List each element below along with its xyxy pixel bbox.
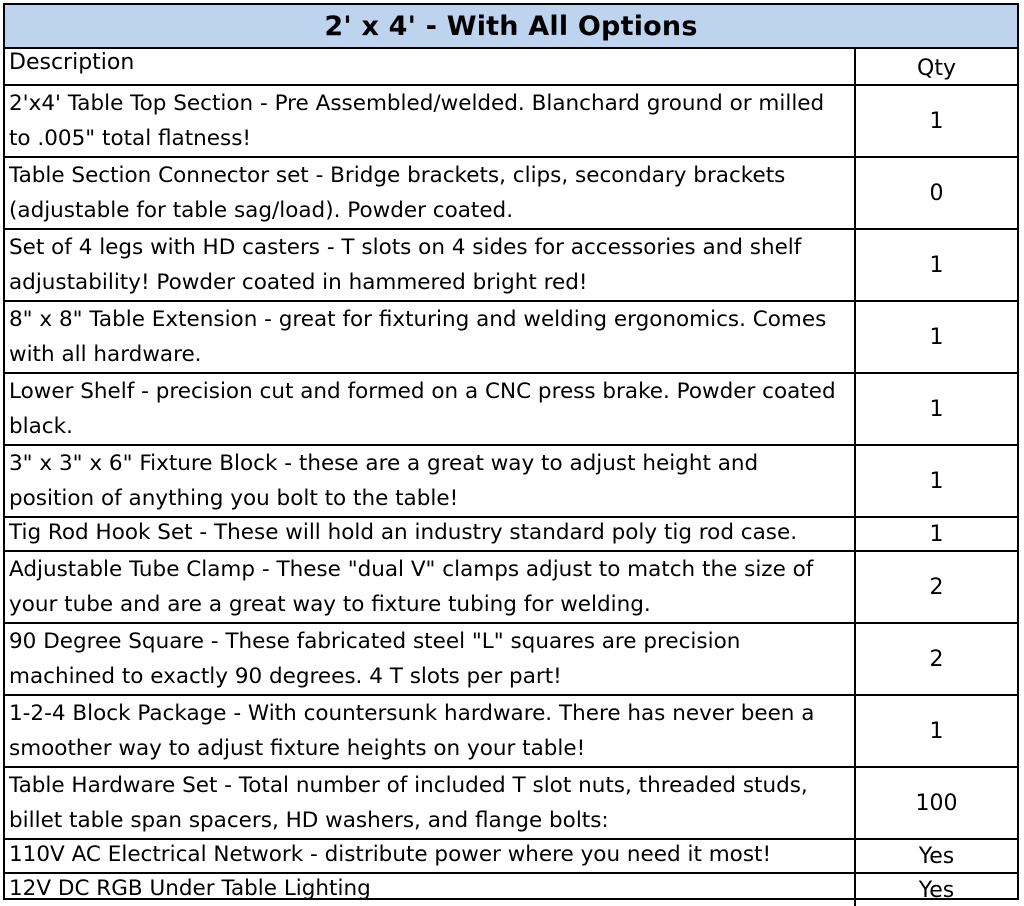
table-row [5, 873, 1017, 906]
table-title: 2' x 4' - With All Options [5, 5, 1017, 48]
table-row [5, 767, 1017, 839]
row-description: 1-2-4 Block Package - With countersunk hardware. There has never been a smoother way to adjust fixture heights on your table! [5, 695, 855, 767]
row-qty: 1 [855, 301, 1017, 373]
row-description: 12V DC RGB Under Table Lighting [5, 873, 855, 906]
row-qty: 0 [855, 157, 1017, 229]
row-description: Set of 4 legs with HD casters - T slots on 4 sides for accessories and shelf adjustability! Powder coated in hammered bright red! [5, 229, 855, 301]
table-row [5, 373, 1017, 445]
row-qty: 100 [855, 767, 1017, 839]
row-qty: 2 [855, 551, 1017, 623]
row-description: Lower Shelf - precision cut and formed on a CNC press brake. Powder coated black. [5, 373, 855, 445]
row-description: 8" x 8" Table Extension - great for fixturing and welding ergonomics. Comes with all hardware. [5, 301, 855, 373]
row-qty: Yes [855, 839, 1017, 873]
title-row [5, 5, 1017, 48]
options-sheet [3, 3, 1019, 903]
row-description: 3" x 3" x 6" Fixture Block - these are a great way to adjust height and position of anything you bolt to the table! [5, 445, 855, 517]
row-qty: Yes [855, 873, 1017, 906]
table-row [5, 623, 1017, 695]
row-description: Table Section Connector set - Bridge brackets, clips, secondary brackets (adjustable for table sag/load). Powder coated. [5, 157, 855, 229]
header-qty: Qty [855, 48, 1017, 85]
table-row [5, 229, 1017, 301]
row-description: 90 Degree Square - These fabricated steel "L" squares are precision machined to exactly 90 degrees. 4 T slots per part! [5, 623, 855, 695]
row-qty: 1 [855, 229, 1017, 301]
header-description: Description [5, 48, 855, 85]
header-row [5, 48, 1017, 85]
table-row [5, 551, 1017, 623]
row-qty: 1 [855, 445, 1017, 517]
table-row [5, 839, 1017, 873]
table-row [5, 445, 1017, 517]
table-row [5, 695, 1017, 767]
row-qty: 1 [855, 517, 1017, 551]
table-row [5, 301, 1017, 373]
row-qty: 1 [855, 695, 1017, 767]
row-description: 2'x4' Table Top Section - Pre Assembled/welded. Blanchard ground or milled to .005" total flatness! [5, 85, 855, 157]
row-qty: 1 [855, 373, 1017, 445]
options-table [5, 5, 1017, 906]
row-qty: 1 [855, 85, 1017, 157]
row-description: Table Hardware Set - Total number of included T slot nuts, threaded studs, billet table span spacers, HD washers, and flange bolts: [5, 767, 855, 839]
table-row [5, 85, 1017, 157]
table-row [5, 157, 1017, 229]
table-row [5, 517, 1017, 551]
row-description: Tig Rod Hook Set - These will hold an industry standard poly tig rod case. [5, 517, 855, 551]
row-description: 110V AC Electrical Network - distribute power where you need it most! [5, 839, 855, 873]
row-qty: 2 [855, 623, 1017, 695]
row-description: Adjustable Tube Clamp - These "dual V" clamps adjust to match the size of your tube and are a great way to fixture tubing for welding. [5, 551, 855, 623]
